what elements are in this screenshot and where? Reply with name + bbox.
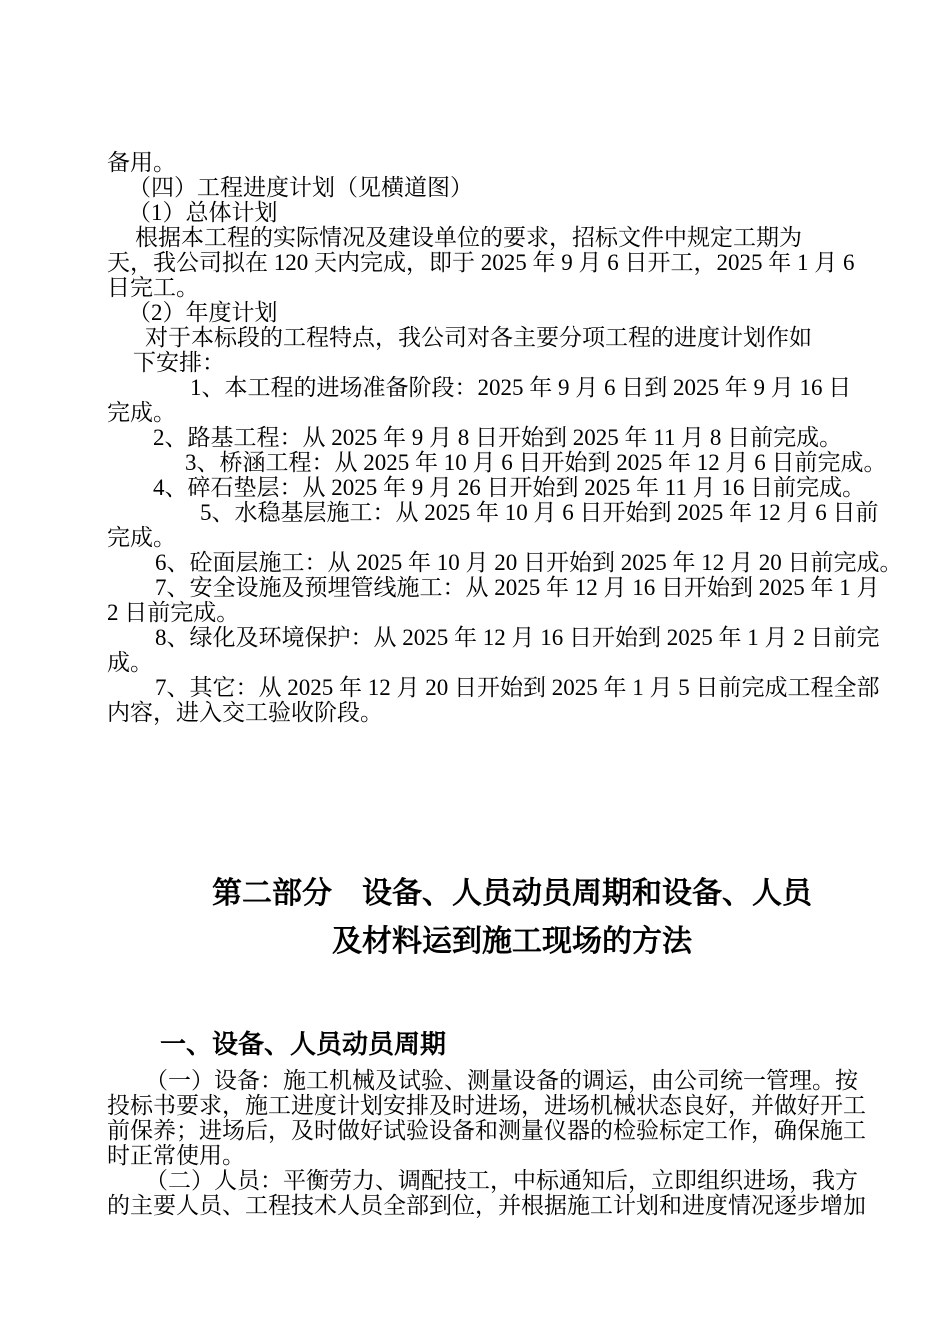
doc-line: 1、本工程的进场准备阶段：2025 年 9 月 6 日到 2025 年 9 月 16 日	[190, 375, 852, 400]
doc-line: 投标书要求，施工进度计划安排及时进场，进场机械状态良好，并做好开工	[107, 1093, 866, 1118]
doc-line: 完成。	[107, 400, 176, 425]
page-gap	[107, 725, 950, 870]
doc-line: （1）总体计划	[128, 200, 278, 225]
doc-line: 2 日前完成。	[107, 600, 240, 625]
doc-line: 8、绿化及环境保护：从 2025 年 12 月 16 日开始到 2025 年 1 月 2 日前完	[155, 625, 880, 650]
doc-line: 6、砼面层施工：从 2025 年 10 月 20 日开始到 2025 年 12 月 20 日前完成。	[155, 550, 903, 575]
part2-heading-line-1: 第二部分 设备、人员动员周期和设备、人员	[212, 877, 812, 910]
doc-line: 完成。	[107, 525, 176, 550]
doc-line: 7、其它：从 2025 年 12 月 20 日开始到 2025 年 1 月 5 日前完成工程全部	[155, 675, 880, 700]
doc-line: 日完工。	[107, 275, 199, 300]
section-heading-mobilization: 一、设备、人员动员周期	[160, 1029, 447, 1059]
doc-line: 的主要人员、工程技术人员全部到位，并根据施工计划和进度情况逐步增加	[107, 1193, 866, 1218]
doc-line: 5、水稳基层施工：从 2025 年 10 月 6 日开始到 2025 年 12 月 6 日前	[200, 500, 879, 525]
doc-line: 天，我公司拟在 120 天内完成，即于 2025 年 9 月 6 日开工，2025 年 1 月 6	[107, 250, 855, 275]
doc-line: 对于本标段的工程特点，我公司对各主要分项工程的进度计划作如	[145, 325, 812, 350]
schedule-section-lines	[107, 150, 950, 725]
doc-line: 下安排：	[133, 350, 225, 375]
doc-line: （四）工程进度计划（见横道图）	[128, 175, 473, 200]
doc-line: 3、桥涵工程：从 2025 年 10 月 6 日开始到 2025 年 12 月 6 日前完成。	[185, 450, 887, 475]
doc-line: 2、路基工程：从 2025 年 9 月 8 日开始到 2025 年 11 月 8 日前完成。	[153, 425, 843, 450]
doc-line: 根据本工程的实际情况及建设单位的要求，招标文件中规定工期为	[135, 225, 802, 250]
doc-line: 成。	[107, 650, 153, 675]
doc-line: 内容，进入交工验收阶段。	[107, 700, 383, 725]
doc-line: 备用。	[107, 150, 176, 175]
part2-heading-line-2: 及材料运到施工现场的方法	[332, 925, 692, 958]
doc-line: 7、安全设施及预埋管线施工：从 2025 年 12 月 16 日开始到 2025 年 1 月	[155, 575, 880, 600]
doc-line: 前保养；进场后，及时做好试验设备和测量仪器的检验标定工作，确保施工	[107, 1118, 866, 1143]
doc-line: （一）设备：施工机械及试验、测量设备的调运，由公司统一管理。按	[145, 1068, 858, 1093]
heading-gap	[107, 966, 950, 1026]
doc-line: 4、碎石垫层：从 2025 年 9 月 26 日开始到 2025 年 11 月 16 日前完成。	[153, 475, 866, 500]
doc-line: （2）年度计划	[128, 300, 278, 325]
doc-line: （二）人员：平衡劳力、调配技工，中标通知后，立即组织进场，我方	[145, 1168, 858, 1193]
doc-line: 时正常使用。	[107, 1143, 245, 1168]
mobilization-section-lines	[107, 1068, 950, 1218]
